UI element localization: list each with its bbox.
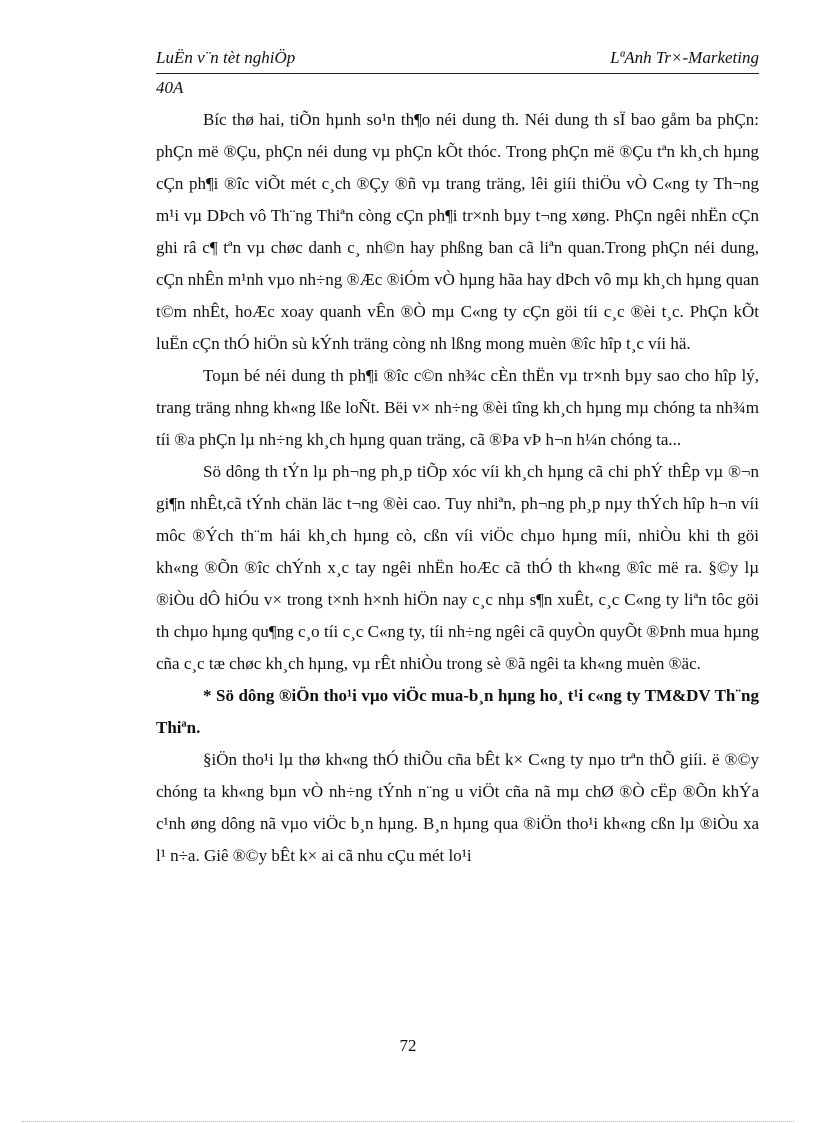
paragraph-4: §iÖn tho¹i lµ thø kh«ng thÓ thiÕu cña bÊt k× C«ng ty nµo trªn thÕ giíi. ë ®©y chóng ta kh«ng bµn vÒ nh÷ng tÝnh n¨ng u viÖt cña nã mµ chØ ®Ò cËp ®Õn khÝa c¹nh øng dông nã vµo viÖc b¸n hµng. B¸n hµng qua ®iÖn tho¹i kh«ng cßn lµ ®iÒu xa l¹ n÷a. Giê ®©y bÊt k× ai cã nhu cÇu mét lo¹i	[156, 750, 759, 865]
paragraph-2: Toµn bé néi dung th ph¶i ®îc c©n nh¾c cÈn thËn vµ tr×nh bµy sao cho hîp lý, trang träng nhng kh«ng lße loÑt. Bëi v× nh÷ng ®èi tîng kh¸ch hµng mµ chóng ta nh¾m tíi ®a phÇn lµ nh÷ng kh¸ch hµng quan träng, cã ®Þa vÞ h¬n h¼n chóng ta...	[156, 366, 759, 449]
footer-rule	[22, 1121, 794, 1122]
header-rule	[156, 73, 759, 74]
page-number: 72	[399, 1036, 417, 1055]
header-author: LªAnh Tr×-Marketing	[610, 48, 759, 67]
body-text	[156, 104, 759, 872]
paragraph-1: Bíc thø hai, tiÕn hµnh so¹n th¶o néi dung th. Néi dung th sÏ bao gåm ba phÇn: phÇn më ®Çu, phÇn néi dung vµ phÇn kÕt thóc. Trong phÇn më ®Çu tªn kh¸ch hµng cÇn ph¶i ®îc viÕt mét c¸ch ®Çy ®ñ vµ trang träng, lêi giíi thiÖu vÒ C«ng ty Th¬ng m¹i vµ DÞch vô Th¨ng Thiªn còng cÇn ph¶i tr×nh bµy t¬ng xøng. PhÇn ngêi nhËn cÇn ghi râ c¶ tªn vµ chøc danh c¸ nh©n hay phßng ban cã liªn quan.Trong phÇn néi dung, cÇn nhÊn m¹nh vµo nh÷ng ®Æc ®iÓm vÒ hµng hãa hay dÞch vô mµ kh¸ch hµng quan t©m nhÊt, hoÆc xoay quanh vÊn ®Ò mµ C«ng ty cÇn göi tíi c¸c ®èi t¸c. PhÇn kÕt luËn cÇn thÓ hiÖn sù kÝnh träng còng nh lßng mong muèn ®îc hîp t¸c víi hä.	[156, 110, 759, 353]
page-header	[156, 48, 759, 72]
section-heading: * Sö dông ®iÖn tho¹i vµo viÖc mua-b¸n hµng ho¸ t¹i c«ng ty TM&DV Th¨ng Thiªn.	[156, 686, 759, 737]
header-thesis-title: LuËn v¨n tèt nghiÖp	[156, 48, 296, 67]
header-class-code: 40A	[156, 78, 184, 97]
paragraph-3: Sö dông th tÝn lµ ph¬ng ph¸p tiÕp xóc víi kh¸ch hµng cã chi phÝ thÊp vµ ®¬n gi¶n nhÊt,cã tÝnh chän läc t¬ng ®èi cao. Tuy nhiªn, ph¬ng ph¸p nµy thÝch hîp h¬n víi môc ®Ých th¨m hái kh¸ch hµng cò, cßn víi viÖc chµo hµng míi, nhiÒu khi th göi kh«ng ®Õn ®îc chÝnh x¸c tay ngêi nhËn hoÆc cã thÓ th kh«ng ®îc më ra. §©y lµ ®iÒu dÔ hiÓu v× trong t×nh h×nh hiÖn nay c¸c nhµ s¶n xuÊt, c¸c C«ng ty liªn tôc göi th chµo hµng qu¶ng c¸o tíi c¸c C«ng ty, tíi nh÷ng ngêi cã quyÒn quyÕt ®Þnh mua hµng cña c¸c tæ chøc kh¸ch hµng, vµ rÊt nhiÒu trong sè ®ã ngêi ta kh«ng muèn ®äc.	[156, 462, 759, 673]
